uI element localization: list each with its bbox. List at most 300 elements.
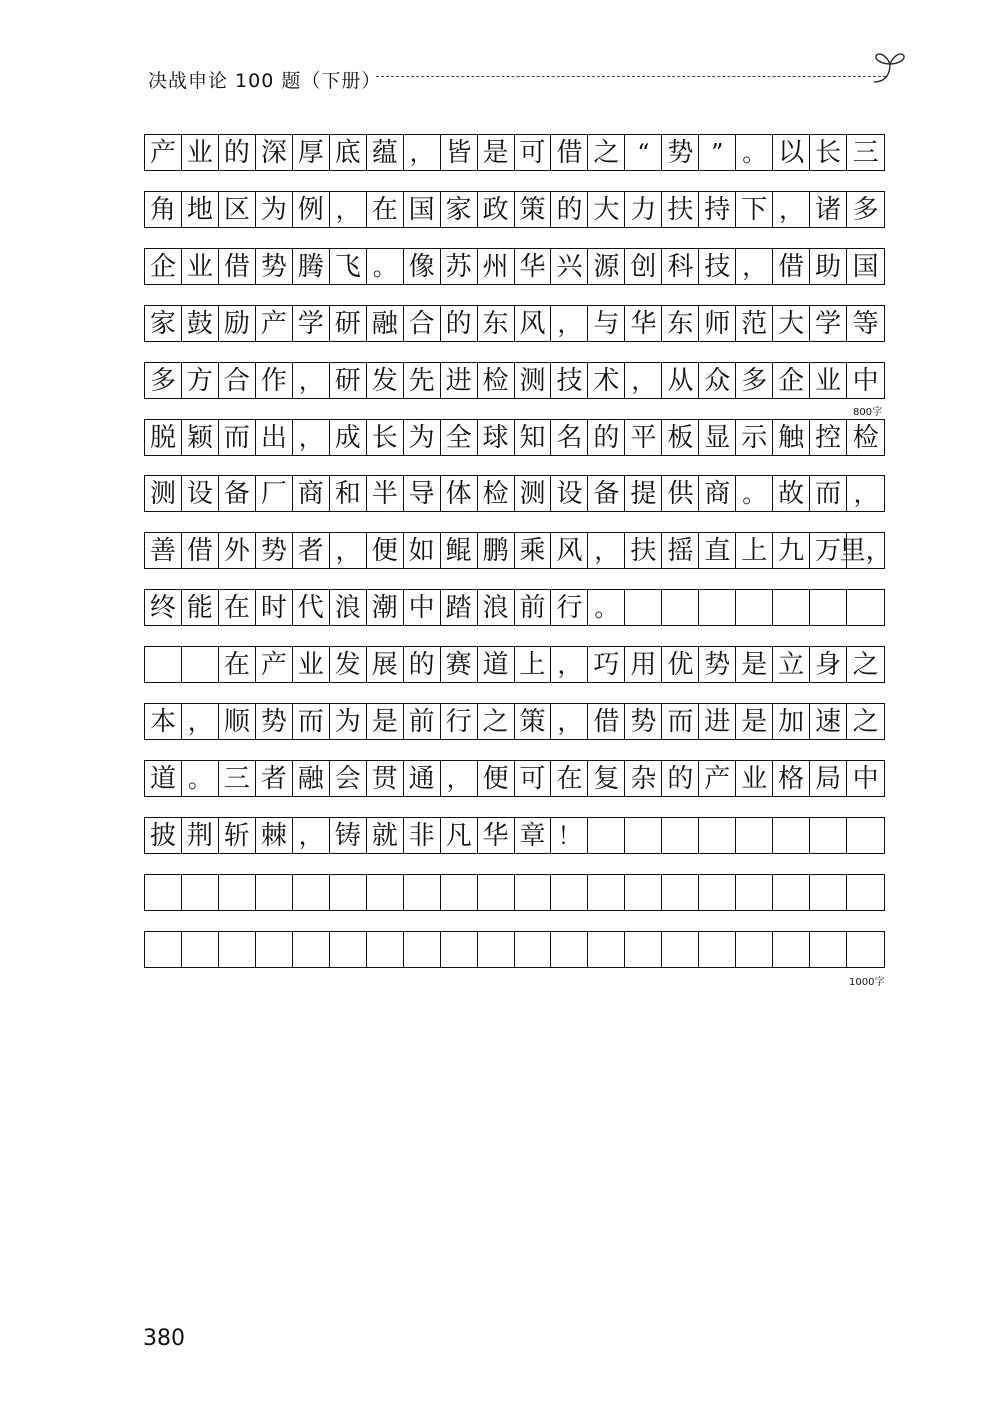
word-count-800: 800字 <box>853 407 883 418</box>
grid-cell: 业 <box>182 135 219 170</box>
grid-cell: ！ <box>551 818 588 853</box>
grid-cell: 局 <box>810 761 847 796</box>
grid-cell: 在 <box>367 192 404 227</box>
grid-cell: 代 <box>293 590 330 625</box>
grid-cell: 家 <box>441 192 478 227</box>
grid-cell <box>182 647 219 682</box>
grid-cell: 上 <box>736 533 773 568</box>
grid-cell: 飞 <box>330 249 367 284</box>
grid-cell: 持 <box>699 192 736 227</box>
grid-cell <box>145 647 182 682</box>
grid-row <box>144 475 885 512</box>
grid-cell: 技 <box>699 249 736 284</box>
grid-cell: 者 <box>293 533 330 568</box>
grid-cell: 大 <box>773 306 810 341</box>
grid-cell <box>625 818 662 853</box>
grid-cell: 科 <box>662 249 699 284</box>
grid-cell: 势 <box>625 704 662 739</box>
grid-cell: 备 <box>588 476 625 511</box>
grid-cell: 苏 <box>441 249 478 284</box>
grid-cell: 合 <box>404 306 441 341</box>
grid-cell: 产 <box>256 647 293 682</box>
grid-cell: ， <box>773 192 810 227</box>
grid-cell: 华 <box>515 249 552 284</box>
grid-cell: 商 <box>699 476 736 511</box>
grid-row <box>144 874 885 911</box>
grid-cell: 作 <box>256 363 293 398</box>
word-count-1000: 1000字 <box>849 977 885 988</box>
grid-cell: 长 <box>810 135 847 170</box>
grid-cell: 名 <box>551 420 588 455</box>
grid-cell: 贯 <box>367 761 404 796</box>
grid-cell <box>551 932 588 967</box>
grid-cell: 势 <box>662 135 699 170</box>
grid-cell: 善 <box>145 533 182 568</box>
grid-cell <box>773 875 810 910</box>
grid-cell: 多 <box>852 194 879 225</box>
grid-cell: 的 <box>441 306 478 341</box>
grid-cell <box>810 590 847 625</box>
grid-cell: 之 <box>852 706 879 737</box>
grid-cell: 之 <box>588 135 625 170</box>
grid-row <box>144 760 885 797</box>
grid-cell <box>404 932 441 967</box>
grid-cell <box>625 875 662 910</box>
grid-cell: 发 <box>367 363 404 398</box>
grid-cell: 道 <box>145 761 182 796</box>
grid-cell: 道 <box>478 647 515 682</box>
grid-cell: 鼓 <box>182 306 219 341</box>
grid-cell: 多 <box>736 363 773 398</box>
grid-cell: 为 <box>404 420 441 455</box>
grid-cell: 棘 <box>256 818 293 853</box>
grid-cell: 的 <box>551 192 588 227</box>
grid-cell: 借 <box>219 249 256 284</box>
grid-cell: 杂 <box>625 761 662 796</box>
page-header <box>148 60 908 100</box>
grid-cell: ， <box>404 135 441 170</box>
grid-cell: 例 <box>293 192 330 227</box>
grid-cell: 巧 <box>588 647 625 682</box>
grid-cell: 先 <box>404 363 441 398</box>
grid-cell: 优 <box>662 647 699 682</box>
grid-cell: 在 <box>219 647 256 682</box>
grid-cell: 体 <box>441 476 478 511</box>
grid-cell: “ <box>625 135 662 170</box>
grid-cell: 众 <box>699 363 736 398</box>
grid-cell: 多 <box>145 363 182 398</box>
grid-cell: 非 <box>404 818 441 853</box>
grid-cell: 华 <box>625 306 662 341</box>
grid-cell: 底 <box>330 135 367 170</box>
grid-cell: 和 <box>330 476 367 511</box>
grid-cell: 通 <box>404 761 441 796</box>
grid-cell: 进 <box>441 363 478 398</box>
grid-cell: 为 <box>330 704 367 739</box>
grid-cell: 深 <box>256 135 293 170</box>
grid-row <box>144 419 885 456</box>
grid-cell <box>145 875 182 910</box>
grid-row <box>144 134 885 171</box>
grid-cell: 如 <box>404 533 441 568</box>
grid-cell: ， <box>293 818 330 853</box>
grid-cell: 厚 <box>293 135 330 170</box>
grid-cell: 乘 <box>515 533 552 568</box>
grid-cell: 板 <box>662 420 699 455</box>
grid-cell <box>404 875 441 910</box>
grid-cell: 脱 <box>145 420 182 455</box>
grid-cell: 浪 <box>478 590 515 625</box>
grid-cell: 直 <box>699 533 736 568</box>
grid-row <box>144 589 885 626</box>
page-number: 380 <box>143 1326 185 1351</box>
grid-cell: 测 <box>515 476 552 511</box>
grid-cell <box>367 932 404 967</box>
grid-cell: 终 <box>145 590 182 625</box>
grid-cell: 万 <box>810 533 847 568</box>
grid-cell: 是 <box>478 135 515 170</box>
grid-cell: 策 <box>515 704 552 739</box>
grid-cell <box>847 875 884 910</box>
grid-cell <box>773 932 810 967</box>
grid-cell: 出 <box>256 420 293 455</box>
grid-cell: 范 <box>736 306 773 341</box>
grid-cell <box>219 875 256 910</box>
grid-cell <box>847 932 884 967</box>
grid-cell: 励 <box>219 306 256 341</box>
grid-cell <box>588 818 625 853</box>
grid-cell: 产 <box>699 761 736 796</box>
grid-cell: 显 <box>699 420 736 455</box>
grid-cell: 势 <box>256 249 293 284</box>
grid-cell: 东 <box>662 306 699 341</box>
grid-cell: 用 <box>625 647 662 682</box>
grid-cell: ” <box>699 135 736 170</box>
grid-cell: 。 <box>367 249 404 284</box>
grid-cell: 。 <box>736 476 773 511</box>
grid-cell: 全 <box>441 420 478 455</box>
grid-cell: 行 <box>551 590 588 625</box>
grid-cell: 中 <box>404 590 441 625</box>
grid-cell: 三 <box>219 761 256 796</box>
grid-cell: 三 <box>852 137 879 168</box>
grid-cell: 长 <box>367 420 404 455</box>
grid-cell: 是 <box>736 647 773 682</box>
grid-cell: 势 <box>256 533 293 568</box>
grid-cell <box>810 818 847 853</box>
grid-cell: 风 <box>551 533 588 568</box>
grid-cell: 就 <box>367 818 404 853</box>
grid-cell: 测 <box>145 476 182 511</box>
grid-cell: 加 <box>773 704 810 739</box>
grid-cell: 上 <box>515 647 552 682</box>
grid-cell: 借 <box>551 135 588 170</box>
grid-cell <box>699 818 736 853</box>
grid-cell: 鲲 <box>441 533 478 568</box>
grid-cell: 术 <box>588 363 625 398</box>
grid-cell <box>182 875 219 910</box>
grid-cell: 顺 <box>219 704 256 739</box>
grid-cell: 融 <box>367 306 404 341</box>
grid-cell <box>145 932 182 967</box>
grid-row <box>144 305 885 342</box>
grid-cell: 为 <box>256 192 293 227</box>
grid-cell: 前 <box>515 590 552 625</box>
grid-cell: 在 <box>551 761 588 796</box>
grid-cell: 铸 <box>330 818 367 853</box>
grid-cell: 角 <box>145 192 182 227</box>
grid-cell: 借 <box>773 249 810 284</box>
grid-cell: 蕴 <box>367 135 404 170</box>
grid-cell <box>736 818 773 853</box>
grid-cell: 在 <box>219 590 256 625</box>
grid-cell: 。 <box>182 761 219 796</box>
grid-cell: 成 <box>330 420 367 455</box>
grid-cell: 展 <box>367 647 404 682</box>
grid-cell: 势 <box>699 647 736 682</box>
grid-cell: 中 <box>852 365 879 396</box>
grid-cell <box>293 932 330 967</box>
grid-cell: 格 <box>773 761 810 796</box>
grid-cell: 皆 <box>441 135 478 170</box>
grid-row <box>144 703 885 740</box>
grid-cell: 等 <box>852 308 879 339</box>
grid-cell <box>736 932 773 967</box>
grid-cell: 之 <box>478 704 515 739</box>
grid-cell <box>256 932 293 967</box>
grid-cell <box>588 875 625 910</box>
grid-cell: ， <box>853 479 878 508</box>
grid-cell <box>588 932 625 967</box>
grid-cell: 腾 <box>293 249 330 284</box>
grid-cell: 踏 <box>441 590 478 625</box>
grid-cell: 业 <box>182 249 219 284</box>
grid-cell: 检 <box>478 363 515 398</box>
grid-cell: 故 <box>773 476 810 511</box>
grid-cell <box>478 875 515 910</box>
grid-cell: 而 <box>810 476 847 511</box>
grid-cell: 测 <box>515 363 552 398</box>
grid-cell: 而 <box>293 704 330 739</box>
grid-cell <box>182 932 219 967</box>
grid-row <box>144 248 885 285</box>
grid-cell: 政 <box>478 192 515 227</box>
grid-cell <box>736 590 773 625</box>
grid-cell: ， <box>293 420 330 455</box>
grid-row <box>144 817 885 854</box>
grid-cell: 本 <box>145 704 182 739</box>
grid-cell: 策 <box>515 192 552 227</box>
book-title: 决战申论 100 题（下册） <box>148 70 382 92</box>
grid-cell: 便 <box>367 533 404 568</box>
grid-cell <box>441 875 478 910</box>
grid-cell <box>293 875 330 910</box>
grid-cell: 下 <box>736 192 773 227</box>
grid-cell: 的 <box>404 647 441 682</box>
grid-cell: ， <box>588 533 625 568</box>
grid-row <box>144 362 885 399</box>
grid-cell: 斩 <box>219 818 256 853</box>
grid-cell: 而 <box>219 420 256 455</box>
grid-cell <box>330 932 367 967</box>
grid-row <box>144 931 885 968</box>
grid-cell: 像 <box>404 249 441 284</box>
grid-cell <box>662 818 699 853</box>
grid-cell: 而 <box>662 704 699 739</box>
grid-cell: 示 <box>736 420 773 455</box>
grid-cell: 半 <box>367 476 404 511</box>
grid-cell <box>810 932 847 967</box>
grid-cell: ， <box>182 704 219 739</box>
grid-row <box>144 532 892 569</box>
grid-cell <box>699 875 736 910</box>
grid-cell: 地 <box>182 192 219 227</box>
grid-cell: 业 <box>810 363 847 398</box>
grid-cell: 助 <box>810 249 847 284</box>
grid-cell <box>662 932 699 967</box>
grid-cell: 提 <box>625 476 662 511</box>
grid-cell: ， <box>551 306 588 341</box>
grid-cell: 立 <box>773 647 810 682</box>
grid-cell: ， <box>551 704 588 739</box>
grid-cell: 外 <box>219 533 256 568</box>
grid-cell: ， <box>736 249 773 284</box>
grid-cell: 家 <box>145 306 182 341</box>
grid-cell: 力 <box>625 192 662 227</box>
grid-cell: 时 <box>256 590 293 625</box>
grid-cell: 可 <box>515 135 552 170</box>
grid-cell: 借 <box>182 533 219 568</box>
grid-cell <box>330 875 367 910</box>
grid-cell: 检 <box>478 476 515 511</box>
grid-cell: 控 <box>810 420 847 455</box>
grid-cell: 东 <box>478 306 515 341</box>
grid-cell: ， <box>551 647 588 682</box>
grid-cell: 触 <box>773 420 810 455</box>
grid-cell <box>256 875 293 910</box>
grid-row <box>144 191 885 228</box>
grid-cell: 可 <box>515 761 552 796</box>
grid-cell: 。 <box>588 590 625 625</box>
grid-cell <box>367 875 404 910</box>
grid-cell: 是 <box>736 704 773 739</box>
grid-cell: 大 <box>588 192 625 227</box>
grid-cell: 行 <box>441 704 478 739</box>
grid-cell: 导 <box>404 476 441 511</box>
grid-cell: 设 <box>551 476 588 511</box>
grid-cell: 从 <box>662 363 699 398</box>
grid-cell: 复 <box>588 761 625 796</box>
grid-cell: ， <box>330 533 367 568</box>
sprout-icon <box>870 46 906 86</box>
grid-cell: 九 <box>773 533 810 568</box>
grid-cell: 商 <box>293 476 330 511</box>
grid-cell: 知 <box>515 420 552 455</box>
grid-cell: 浪 <box>330 590 367 625</box>
grid-cell: ， <box>625 363 662 398</box>
grid-cell: 扶 <box>625 533 662 568</box>
grid-cell <box>551 875 588 910</box>
header-rule <box>376 76 886 77</box>
grid-cell: 披 <box>145 818 182 853</box>
grid-cell: 业 <box>293 647 330 682</box>
grid-cell: 颖 <box>182 420 219 455</box>
grid-cell: 赛 <box>441 647 478 682</box>
grid-cell: 的 <box>588 420 625 455</box>
grid-cell: 国 <box>852 251 879 282</box>
grid-cell: 扶 <box>662 192 699 227</box>
grid-cell: 平 <box>625 420 662 455</box>
grid-cell: 学 <box>293 306 330 341</box>
grid-cell: 研 <box>330 306 367 341</box>
grid-cell: 借 <box>588 704 625 739</box>
grid-cell: 章 <box>515 818 552 853</box>
grid-cell: 之 <box>852 649 879 680</box>
grid-cell: 进 <box>699 704 736 739</box>
grid-cell: 企 <box>145 249 182 284</box>
grid-cell: ， <box>330 192 367 227</box>
grid-cell: 以 <box>773 135 810 170</box>
grid-cell: 学 <box>810 306 847 341</box>
grid-cell: 者 <box>256 761 293 796</box>
grid-cell <box>219 932 256 967</box>
grid-cell: 球 <box>478 420 515 455</box>
grid-cell: 源 <box>588 249 625 284</box>
grid-cell <box>662 875 699 910</box>
grid-cell: 供 <box>662 476 699 511</box>
grid-cell: 里， <box>839 535 892 566</box>
grid-cell: 是 <box>367 704 404 739</box>
grid-cell: 便 <box>478 761 515 796</box>
grid-cell: 州 <box>478 249 515 284</box>
grid-cell: 的 <box>219 135 256 170</box>
grid-cell: 摇 <box>662 533 699 568</box>
grid-cell: 势 <box>256 704 293 739</box>
grid-cell: 方 <box>182 363 219 398</box>
grid-cell <box>441 932 478 967</box>
grid-cell: ， <box>441 761 478 796</box>
grid-cell: 荆 <box>182 818 219 853</box>
grid-cell: 合 <box>219 363 256 398</box>
grid-cell: 企 <box>773 363 810 398</box>
grid-cell: 创 <box>625 249 662 284</box>
grid-cell <box>478 932 515 967</box>
grid-cell <box>625 590 662 625</box>
grid-cell: 备 <box>219 476 256 511</box>
grid-cell <box>515 932 552 967</box>
grid-cell: 前 <box>404 704 441 739</box>
grid-cell: ， <box>293 363 330 398</box>
grid-cell <box>847 818 884 853</box>
grid-cell: 融 <box>293 761 330 796</box>
grid-cell: 的 <box>662 761 699 796</box>
grid-cell: 师 <box>699 306 736 341</box>
grid-cell: 速 <box>810 704 847 739</box>
grid-cell: 。 <box>736 135 773 170</box>
grid-cell: 区 <box>219 192 256 227</box>
grid-cell: 发 <box>330 647 367 682</box>
grid-cell <box>515 875 552 910</box>
grid-cell <box>662 590 699 625</box>
grid-cell: 产 <box>256 306 293 341</box>
grid-cell: 身 <box>810 647 847 682</box>
grid-cell: 华 <box>478 818 515 853</box>
grid-cell <box>625 932 662 967</box>
grid-cell: 凡 <box>441 818 478 853</box>
grid-cell: 兴 <box>551 249 588 284</box>
grid-cell <box>773 590 810 625</box>
grid-cell: 国 <box>404 192 441 227</box>
